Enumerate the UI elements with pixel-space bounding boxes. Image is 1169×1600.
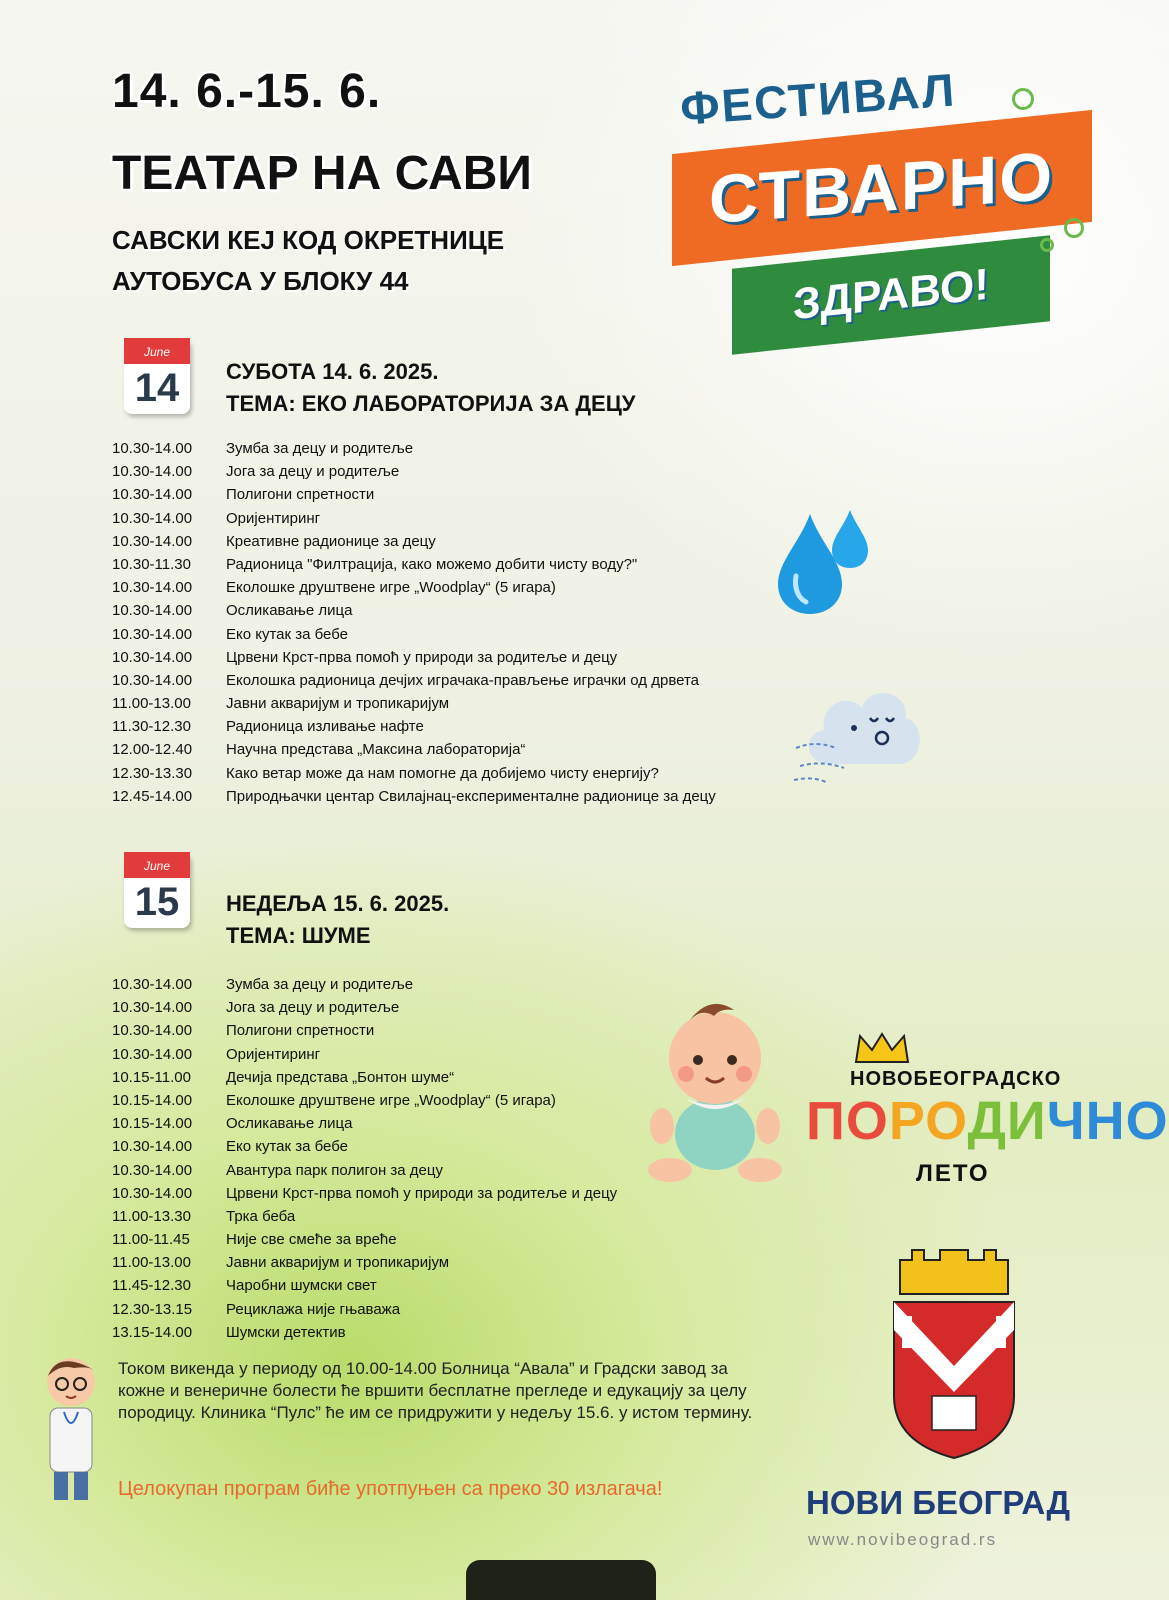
- schedule-row: [112, 486, 716, 509]
- event-name: Еко кутак за бебе: [226, 625, 348, 643]
- schedule-row: [112, 765, 716, 788]
- address-line-1: САВСКИ КЕЈ КОД ОКРЕТНИЦЕ: [112, 225, 505, 255]
- day2-header: [226, 888, 449, 952]
- bubble-icon: [1064, 218, 1084, 238]
- schedule-row: [112, 1162, 617, 1185]
- event-name: Осликавање лица: [226, 1115, 353, 1133]
- porodicno-logo-top: НОВОБЕОГРАДСКО: [850, 1068, 1062, 1090]
- calendar-month: June: [124, 852, 190, 878]
- event-time: 10.30-14.00: [112, 463, 193, 481]
- calendar-icon-day2: [124, 852, 190, 928]
- schedule-row: [112, 1301, 617, 1324]
- event-name: Авантура парк полигон за децу: [226, 1161, 443, 1179]
- venue-title: ТЕАТАР НА САВИ: [112, 147, 532, 200]
- calendar-day: 14: [134, 366, 180, 410]
- porodicno-logo-bottom: ЛЕТО: [916, 1160, 990, 1187]
- day2-schedule: [112, 976, 617, 1347]
- event-name: Оријентиринг: [226, 509, 321, 527]
- festival-logo-line3: ЗДРАВО!: [793, 259, 989, 330]
- event-time: 10.15-14.00: [112, 1091, 193, 1109]
- address-line-2: АУТОБУСА У БЛОКУ 44: [112, 266, 409, 296]
- event-time: 10.30-14.00: [112, 625, 193, 643]
- event-time: 10.30-11.30: [112, 555, 191, 573]
- event-name: Рециклажа није гњаважа: [226, 1300, 401, 1318]
- crown-icon: [852, 1030, 912, 1066]
- event-name: Јавни акваријум и тропикаријум: [226, 1254, 450, 1272]
- festival-logo-line1: ФЕСТИВАЛ: [678, 63, 958, 135]
- event-time: 12.45-14.00: [112, 787, 193, 805]
- schedule-row: [112, 440, 716, 463]
- event-name: Зумба за децу и родитеље: [226, 440, 414, 457]
- event-time: 10.30-14.00: [112, 486, 193, 504]
- schedule-row: [112, 976, 617, 999]
- schedule-row: [112, 999, 617, 1022]
- event-name: Научна представа „Максина лабораторија“: [226, 741, 526, 759]
- event-time: 11.45-12.30: [112, 1277, 191, 1295]
- schedule-row: [112, 1115, 617, 1138]
- exhibitors-note: Целокупан програм биће употпуњен са преко 30 излагача!: [118, 1478, 663, 1500]
- bottom-tab: [466, 1560, 656, 1600]
- schedule-row: [112, 626, 716, 649]
- schedule-row: [112, 1046, 617, 1069]
- schedule-row: [112, 1022, 617, 1045]
- event-time: 10.30-14.00: [112, 602, 193, 620]
- schedule-row: [112, 579, 716, 602]
- event-time: 11.30-12.30: [112, 718, 191, 736]
- schedule-row: [112, 649, 716, 672]
- schedule-row: [112, 741, 716, 764]
- event-time: 10.30-14.00: [112, 1045, 193, 1063]
- municipality-name: НОВИ БЕОГРАД: [806, 1484, 1070, 1521]
- event-name: Јавни акваријум и тропикаријум: [226, 695, 450, 713]
- calendar-day: 15: [134, 880, 180, 924]
- bubble-icon: [1012, 88, 1034, 110]
- event-name: Оријентиринг: [226, 1045, 321, 1063]
- event-time: 10.30-14.00: [112, 440, 193, 457]
- coat-of-arms-icon: [888, 1246, 1020, 1462]
- event-name: Радионица изливање нафте: [226, 718, 424, 736]
- event-time: 10.30-14.00: [112, 671, 193, 689]
- porodicno-logo-main: ПОРОДИЧНО: [806, 1091, 1169, 1151]
- day1-header: [226, 356, 635, 420]
- event-name: Еколошке друштвене игре „Woodplay“ (5 игара): [226, 579, 556, 597]
- event-time: 10.30-14.00: [112, 648, 193, 666]
- event-name: Дечија представа „Бонтон шуме“: [226, 1068, 455, 1086]
- schedule-row: [112, 1254, 617, 1277]
- event-name: Еколошка радионица дечјих играчака-прављење играчки од дрвета: [226, 671, 700, 689]
- event-name: Јога за децу и родитеље: [226, 999, 400, 1017]
- event-time: 11.00-13.00: [112, 1254, 191, 1272]
- event-name: Радионица "Филтрација, како можемо добити чисту воду?": [226, 555, 638, 573]
- event-time: 10.30-14.00: [112, 532, 193, 550]
- schedule-row: [112, 1208, 617, 1231]
- event-time: 10.30-14.00: [112, 1184, 193, 1202]
- day1-schedule: [112, 440, 716, 811]
- event-name: Црвени Крст-прва помоћ у природи за родитеље и децу: [226, 648, 618, 666]
- event-time: 11.00-13.00: [112, 695, 191, 713]
- event-name: Полигони спретности: [226, 486, 375, 504]
- event-dates: 14. 6.-15. 6.: [112, 65, 382, 118]
- schedule-row: [112, 463, 716, 486]
- event-name: Еко кутак за бебе: [226, 1138, 348, 1156]
- venue-address: [112, 220, 504, 302]
- event-name: Није све смеће за вреће: [226, 1231, 397, 1249]
- event-time: 10.30-14.00: [112, 579, 193, 597]
- schedule-row: [112, 1092, 617, 1115]
- event-time: 10.30-14.00: [112, 976, 193, 993]
- bubble-icon: [1040, 238, 1054, 252]
- medical-note: Током викенда у периоду од 10.00-14.00 Болница “Авала” и Градски завод за кожне и венеричне болести ће вршити бесплатне прегледе и едукацију за целу породицу. Клиника “Пулс” ће им се придружити у недељу 15.6. у истом термину.: [118, 1359, 753, 1422]
- event-name: Полигони спретности: [226, 1022, 375, 1040]
- event-time: 10.30-14.00: [112, 1138, 193, 1156]
- event-name: Еколошке друштвене игре „Woodplay“ (5 игара): [226, 1091, 556, 1109]
- event-name: Црвени Крст-прва помоћ у природи за родитеље и децу: [226, 1184, 618, 1202]
- schedule-row: [112, 1185, 617, 1208]
- event-name: Креативне радионице за децу: [226, 532, 436, 550]
- wind-cloud-icon: [790, 668, 930, 808]
- event-time: 10.30-14.00: [112, 509, 193, 527]
- calendar-icon-day1: [124, 338, 190, 414]
- event-time: 12.30-13.15: [112, 1300, 193, 1318]
- event-time: 10.30-14.00: [112, 999, 193, 1017]
- day1-title: СУБОТА 14. 6. 2025.: [226, 359, 439, 384]
- schedule-row: [112, 788, 716, 811]
- schedule-row: [112, 602, 716, 625]
- event-time: 10.30-14.00: [112, 1161, 193, 1179]
- event-name: Зумба за децу и родитеље: [226, 976, 414, 993]
- schedule-row: [112, 672, 716, 695]
- event-time: 12.00-12.40: [112, 741, 193, 759]
- event-name: Чаробни шумски свет: [226, 1277, 377, 1295]
- water-drops-icon: [768, 506, 878, 618]
- event-time: 10.15-14.00: [112, 1115, 193, 1133]
- schedule-row: [112, 510, 716, 533]
- calendar-month: June: [124, 338, 190, 364]
- event-time: 10.15-11.00: [112, 1068, 191, 1086]
- day2-title: НЕДЕЉА 15. 6. 2025.: [226, 891, 450, 916]
- event-time: 13.15-14.00: [112, 1323, 193, 1341]
- event-name: Како ветар може да нам помогне да добијемо чисту енергију?: [226, 764, 659, 782]
- event-name: Природњачки центар Свилајнац-експерименталне радионице за децу: [226, 787, 716, 805]
- schedule-row: [112, 533, 716, 556]
- schedule-row: [112, 556, 716, 579]
- event-time: 12.30-13.30: [112, 764, 193, 782]
- schedule-row: [112, 1138, 617, 1161]
- schedule-row: [112, 1069, 617, 1092]
- doctor-illustration: [36, 1346, 106, 1506]
- event-name: Шумски детектив: [226, 1323, 346, 1341]
- event-name: Осликавање лица: [226, 602, 353, 620]
- event-name: Трка беба: [226, 1207, 296, 1225]
- schedule-row: [112, 718, 716, 741]
- event-time: 11.00-11.45: [112, 1231, 190, 1249]
- municipality-url[interactable]: www.novibeograd.rs: [808, 1530, 998, 1549]
- event-time: 11.00-13.30: [112, 1207, 191, 1225]
- schedule-row: [112, 1324, 617, 1347]
- event-time: 10.30-14.00: [112, 1022, 193, 1040]
- schedule-row: [112, 695, 716, 718]
- festival-logo-line2: СТВАРНО: [709, 137, 1055, 239]
- day2-theme: ТЕМА: ШУМЕ: [226, 923, 371, 948]
- schedule-row: [112, 1277, 617, 1300]
- day1-theme: ТЕМА: ЕКО ЛАБОРАТОРИЈА ЗА ДЕЦУ: [226, 391, 636, 416]
- event-name: Јога за децу и родитеље: [226, 463, 400, 481]
- baby-illustration: [640, 994, 790, 1184]
- schedule-row: [112, 1231, 617, 1254]
